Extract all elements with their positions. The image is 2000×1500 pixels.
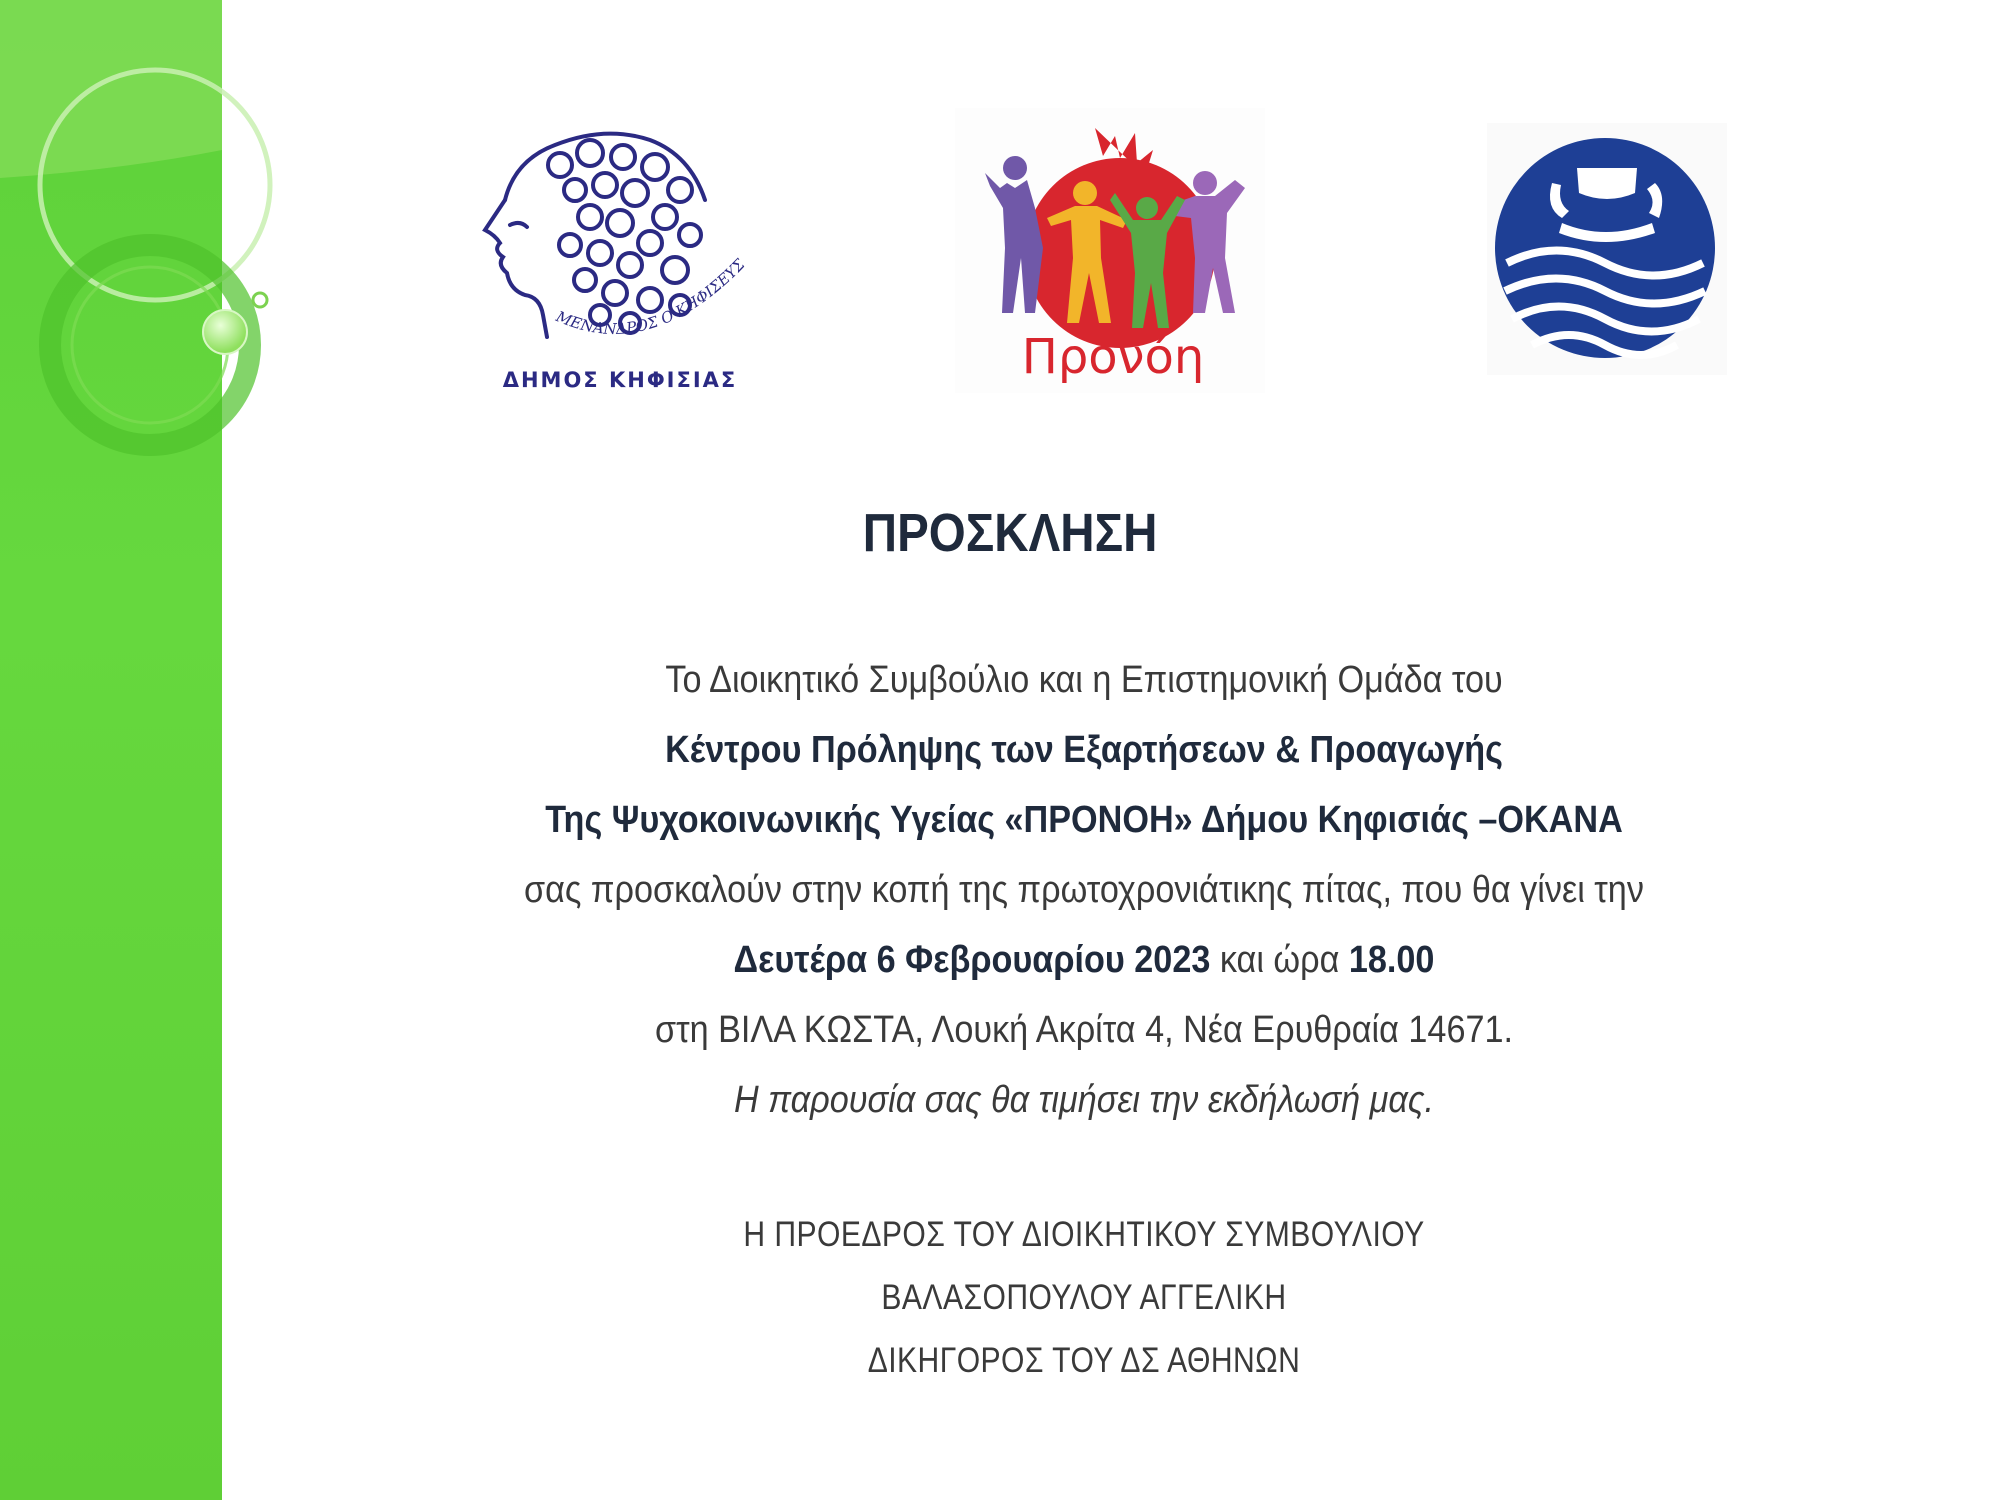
signature-role: Η ΠΡΟΕΔΡΟΣ ΤΟΥ ΔΙΟΙΚΗΤΙΚΟΥ ΣΥΜΒΟΥΛΙΟΥ — [743, 1215, 1425, 1254]
body-line-1: Το Διοικητικό Συμβούλιο και η Επιστημονική Ομάδα του — [665, 659, 1503, 701]
body-line-2: Κέντρου Πρόληψης των Εξαρτήσεων & Προαγωγής — [665, 729, 1503, 771]
body-line-4: σας προσκαλούν στην κοπή της πρωτοχρονιάτικης πίτας, που θα γίνει την — [524, 869, 1644, 911]
okana-logo — [1487, 123, 1727, 375]
closing-sentence: Η παρουσία σας θα τιμήσει την εκδήλωσή μας. — [733, 1079, 1435, 1121]
kifisia-caption: ΔΗΜΟΣ ΚΗΦΙΣΙΑΣ — [502, 368, 738, 392]
signature-name: ΒΑΛΑΣΟΠΟΥΛΟΥ ΑΓΓΕΛΙΚΗ — [881, 1278, 1287, 1317]
body-line-3: Της Ψυχοκοινωνικής Υγείας «ΠΡΟΝΟΗ» Δήμου Κηφισιάς –ΟΚΑΝΑ — [545, 799, 1623, 841]
logos-row — [0, 105, 2000, 405]
pronoi-caption: Πρoνόη — [1021, 329, 1205, 385]
invitation-body — [300, 645, 1868, 1135]
invitation-title: ΠΡΟΣΚΛΗΣΗ — [862, 503, 1158, 563]
kifisia-municipality-logo — [465, 105, 775, 400]
event-time: 18.00 — [1348, 939, 1435, 981]
signature-profession: ΔΙΚΗΓΟΡΟΣ ΤΟΥ ΔΣ ΑΘΗΝΩΝ — [867, 1341, 1301, 1380]
event-location: στη ΒΙΛΑ ΚΩΣΤΑ, Λουκή Ακρίτα 4, Νέα Ερυθραία 14671. — [654, 1009, 1514, 1051]
signature-block — [300, 1203, 1868, 1392]
body-line-date-time — [378, 925, 1789, 995]
kifisia-arc-text: ΜΕΝΑΝΔΡΟΣ Ο ΚΗΦΙΣΕΥΣ — [553, 255, 749, 339]
pronoi-logo — [955, 108, 1265, 393]
event-date: Δευτέρα 6 Φεβρουαρίου 2023 — [733, 939, 1211, 981]
event-time-connector: και ώρα — [1210, 939, 1349, 981]
